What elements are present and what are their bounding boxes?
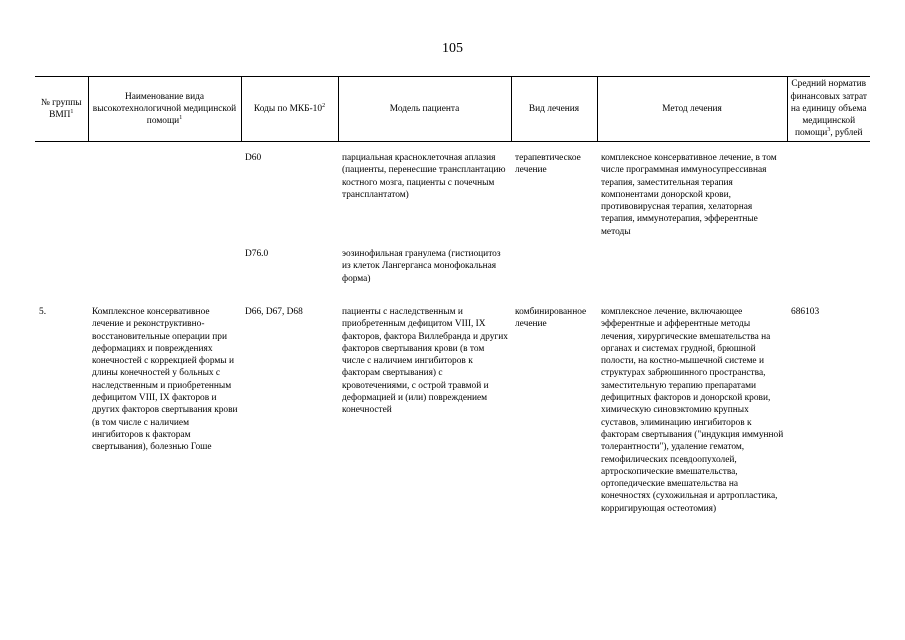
header-care-type-name: Наименование вида высокотехнологичной медицинской помощи$^1$ [88,77,241,142]
table-header-row [35,77,870,142]
cell-care-type-name [88,152,241,248]
cell-icd-codes: D60 [245,153,262,163]
header-icd-codes: Коды по МКБ-$10^2$ [241,77,338,142]
cell-group-number [35,248,88,306]
cell-average-cost [787,152,870,248]
cell-treatment-method [597,248,787,306]
vmp-table [35,76,870,515]
cell-patient-model: парциальная красноклеточная аплазия (пациенты, перенесшие трансплантацию костного мозга, пациенты с почечным трансплантатом) [342,153,506,200]
cell-treatment-method: комплексное консервативное лечение, в том числе программная иммуносупрессивная терапия, заместительная терапия компонентами донорской крови, противовирусная терапия, хелаторная терапия, иммунотерапия, эфферентные методы [601,153,777,237]
cell-average-cost [787,248,870,306]
cell-treatment-type: терапевтическое лечение [515,153,581,176]
cell-care-type-name [88,248,241,306]
cell-patient-model: эозинофильная гранулема (гистиоцитоз из клеток Лангерганса монофокальная форма) [342,249,501,284]
header-average-cost: Средний норматив финансовых затрат на единицу объема медицинской помощи$^3$, рублей [787,77,870,142]
table-row [35,306,870,515]
cell-icd-codes: D66, D67, D68 [245,307,303,317]
cell-patient-model: пациенты с наследственным и приобретенным дефицитом VIII, IX факторов, фактора Виллебранда и других факторов свертывания крови (в том числе с наличием ингибиторов к факторам свертывания) с кровотечениями, с острой травмой и деформацией и (или) повреждением конечностей [342,307,508,416]
cell-care-type-name: Комплексное консервативное лечение и реконструктивно-восстановительные операции при деформациях и повреждениях конечностей с коррекцией формы и длины конечностей у больных с наследственным и приобретенным дефицитом VIII, IX факторов и других факторов свертывания крови (в том числе с наличием ингибиторов к факторам свертывания), болезнью Гоше [92,307,238,453]
header-group-number: № группы ВМП$^1$ [35,77,88,142]
cell-treatment-type: комбинированное лечение [515,307,587,330]
cell-average-cost: 686103 [791,307,820,317]
cell-treatment-method: комплексное лечение, включающее эфферентные и афферентные методы лечения, хирургические вмешательства на органах и системах грудной, брюшной полости, на костно-мышечной системе и структурах забрюшинного пространства, заместительную терапию препаратами дефицитных факторов и донорской крови, химическую синовэктомию крупных суставов, элиминацию ингибиторов к факторам свертывания ("индукция иммунной толерантности"), удаление гематом, гемофилических псевдоопухолей, артроскопические вмешательства, ортопедические вмешательства на конечностях (сухожильная и артропластика, корригирующая остеотомия) [601,307,784,514]
cell-icd-codes: D76.0 [245,249,269,259]
header-treatment-type: Вид лечения [511,77,597,142]
table-row [35,248,870,306]
cell-group-number: 5. [39,307,47,317]
page-number: 105 [442,41,463,56]
header-patient-model: Модель пациента [338,77,511,142]
cell-treatment-type [511,248,597,306]
header-treatment-method: Метод лечения [597,77,787,142]
cell-group-number [35,152,88,248]
table-row [35,152,870,248]
